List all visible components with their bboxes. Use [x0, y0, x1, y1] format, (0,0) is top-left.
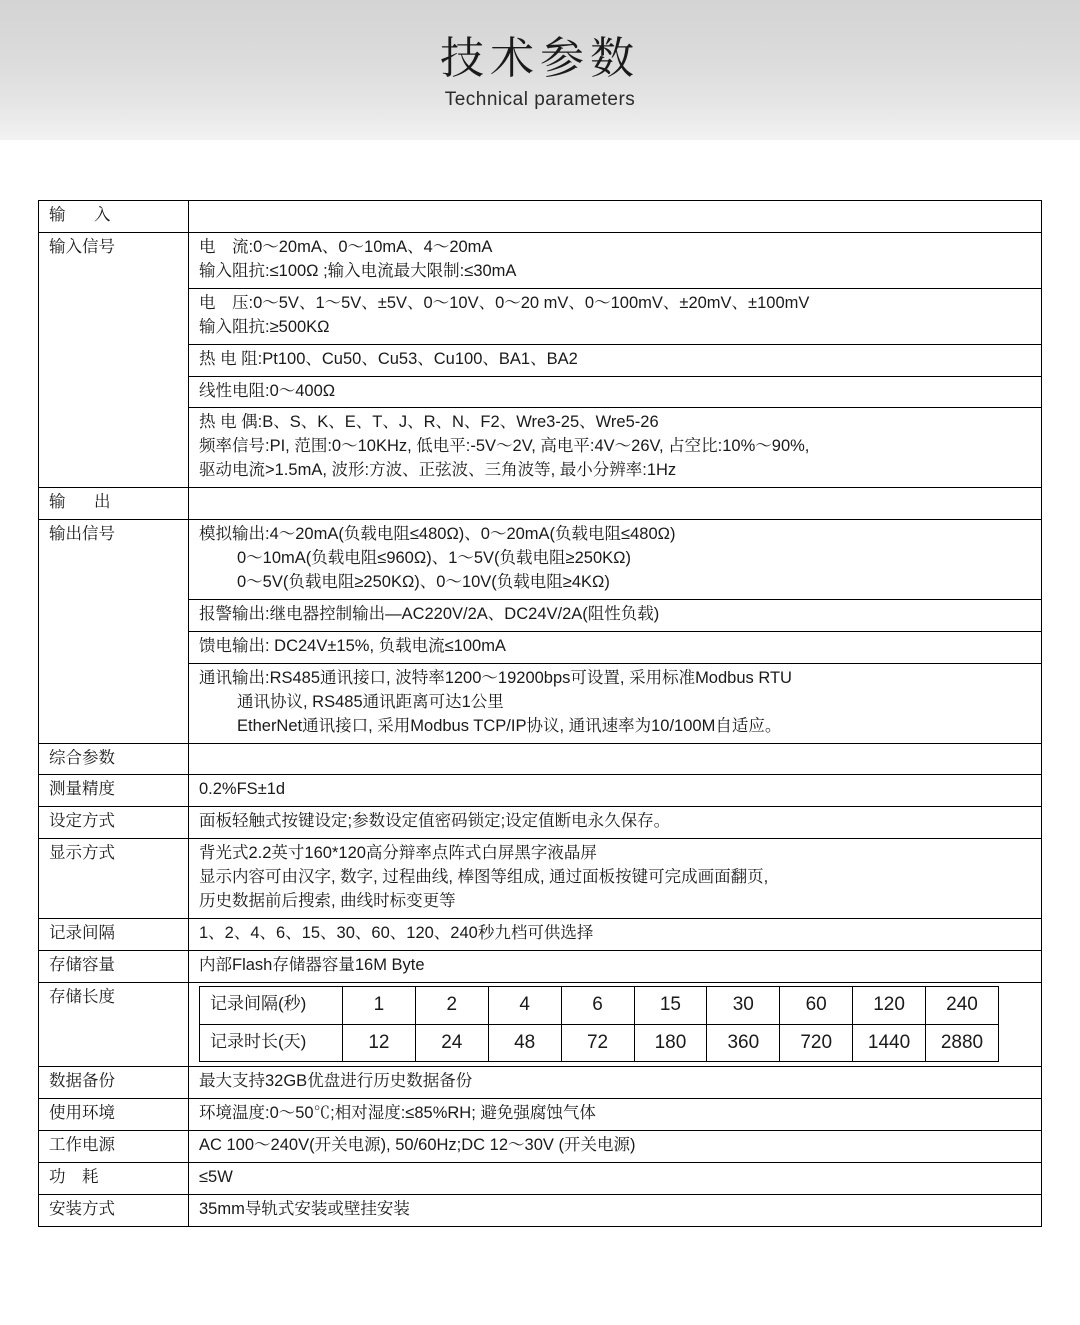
section-input-header-blank	[189, 201, 1042, 233]
row-label-consumption: 功 耗	[39, 1163, 189, 1195]
table-row	[39, 520, 1042, 600]
table-row	[39, 288, 1042, 344]
page-subtitle: Technical parameters	[444, 89, 636, 111]
row-label-accuracy: 测量精度	[39, 775, 189, 807]
table-row	[39, 631, 1042, 663]
text-input-current-impedance: 输入阻抗:≤100Ω ;输入电流最大限制:≤30mA	[199, 261, 517, 280]
text-input-linear-resistance: 线性电阻:0～400Ω	[199, 381, 336, 400]
row-value-consumption: ≤5W	[189, 1163, 1042, 1195]
table-row	[39, 950, 1042, 982]
storage-interval-cell: 30	[707, 986, 780, 1024]
cell-output-alarm	[189, 599, 1042, 631]
cell-output-feed	[189, 631, 1042, 663]
text-display-3: 历史数据前后搜索, 曲线时标变更等	[199, 892, 456, 911]
row-label-power: 工作电源	[39, 1131, 189, 1163]
storage-duration-cell: 1440	[853, 1024, 926, 1062]
row-label-storage-length: 存储长度	[39, 982, 189, 1066]
table-row	[39, 201, 1042, 233]
text-display-1: 背光式2.2英寸160*120高分辩率点阵式白屏黑字液晶屏	[199, 844, 597, 863]
table-row	[39, 344, 1042, 376]
storage-interval-row	[200, 986, 999, 1024]
table-row	[39, 1099, 1042, 1131]
row-value-interval: 1、2、4、6、15、30、60、120、240秒九档可供选择	[189, 919, 1042, 951]
storage-interval-cell: 4	[488, 986, 561, 1024]
text-input-voltage: 电 压:0～5V、1～5V、±5V、0～10V、0～20 mV、0～100mV、±20mV、±100mV	[199, 293, 810, 312]
text-input-thermocouple: 热 电 偶:B、S、K、E、T、J、R、N、F2、Wre3-25、Wre5-26	[199, 413, 659, 432]
table-row	[39, 775, 1042, 807]
row-label-output-signal: 输出信号	[39, 520, 189, 743]
spec-sheet	[38, 200, 1042, 1227]
table-row	[39, 919, 1042, 951]
page-title: 技术参数	[440, 33, 640, 83]
table-row	[39, 663, 1042, 743]
table-row	[39, 1163, 1042, 1195]
table-row	[39, 599, 1042, 631]
table-row	[39, 1131, 1042, 1163]
text-output-analog-1: 模拟输出:4～20mA(负载电阻≤480Ω)、0～20mA(负载电阻≤480Ω)	[199, 525, 676, 544]
section-general-header: 综合参数	[39, 743, 189, 775]
table-row	[39, 982, 1042, 1066]
text-display-2: 显示内容可由汉字, 数字, 过程曲线, 棒图等组成, 通过面板按键可完成画面翻页,	[199, 868, 769, 887]
text-output-feed: 馈电输出: DC24V±15%, 负载电流≤100mA	[199, 636, 506, 655]
storage-duration-cell: 360	[707, 1024, 780, 1062]
text-input-frequency-2: 驱动电流>1.5mA, 波形:方波、正弦波、三角波等, 最小分辨率:1Hz	[199, 461, 677, 480]
storage-length-table	[199, 986, 999, 1062]
storage-duration-cell: 72	[561, 1024, 634, 1062]
table-row	[39, 807, 1042, 839]
row-label-capacity: 存储容量	[39, 950, 189, 982]
table-row	[39, 1194, 1042, 1226]
table-row	[39, 376, 1042, 408]
row-value-backup: 最大支持32GB优盘进行历史数据备份	[189, 1067, 1042, 1099]
storage-interval-cell: 60	[780, 986, 853, 1024]
storage-interval-header: 记录间隔(秒)	[200, 986, 343, 1024]
text-output-comm-1: 通讯输出:RS485通讯接口, 波特率1200～19200bps可设置, 采用标准Modbus RTU	[199, 668, 792, 687]
cell-output-analog	[189, 520, 1042, 600]
storage-interval-cell: 240	[926, 986, 999, 1024]
row-value-storage-length	[189, 982, 1042, 1066]
specification-table	[38, 200, 1042, 1227]
storage-duration-cell: 12	[343, 1024, 416, 1062]
storage-interval-cell: 15	[634, 986, 707, 1024]
cell-input-voltage	[189, 288, 1042, 344]
storage-duration-header: 记录时长(天)	[200, 1024, 343, 1062]
storage-interval-cell: 2	[415, 986, 488, 1024]
cell-input-current	[189, 232, 1042, 288]
table-row	[39, 408, 1042, 488]
row-label-backup: 数据备份	[39, 1067, 189, 1099]
row-value-environment: 环境温度:0～50℃;相对湿度:≤85%RH; 避免强腐蚀气体	[189, 1099, 1042, 1131]
table-row	[39, 839, 1042, 919]
section-general-header-blank	[189, 743, 1042, 775]
text-output-comm-3: EtherNet通讯接口, 采用Modbus TCP/IP协议, 通讯速率为10/100M自适应。	[237, 716, 782, 735]
storage-duration-cell: 2880	[926, 1024, 999, 1062]
row-value-capacity: 内部Flash存储器容量16M Byte	[189, 950, 1042, 982]
row-label-setting: 设定方式	[39, 807, 189, 839]
text-input-current: 电 流:0～20mA、0～10mA、4～20mA	[199, 237, 493, 256]
section-output-header-blank	[189, 488, 1042, 520]
row-value-setting: 面板轻触式按键设定;参数设定值密码锁定;设定值断电永久保存。	[189, 807, 1042, 839]
text-output-analog-3: 0～5V(负载电阻≥250KΩ)、0～10V(负载电阻≥4KΩ)	[237, 572, 610, 591]
storage-duration-cell: 48	[488, 1024, 561, 1062]
row-value-power: AC 100～240V(开关电源), 50/60Hz;DC 12～30V (开关电源)	[189, 1131, 1042, 1163]
storage-duration-cell: 720	[780, 1024, 853, 1062]
row-label-input-signal: 输入信号	[39, 232, 189, 487]
storage-duration-cell: 24	[415, 1024, 488, 1062]
text-input-rtd: 热 电 阻:Pt100、Cu50、Cu53、Cu100、BA1、BA2	[199, 349, 578, 368]
section-output-header: 输 出	[39, 488, 189, 520]
table-row	[39, 488, 1042, 520]
page-header	[0, 0, 1080, 140]
storage-interval-cell: 1	[343, 986, 416, 1024]
row-value-accuracy: 0.2%FS±1d	[189, 775, 1042, 807]
text-input-voltage-impedance: 输入阻抗:≥500KΩ	[199, 317, 330, 336]
row-label-mount: 安装方式	[39, 1194, 189, 1226]
storage-interval-cell: 6	[561, 986, 634, 1024]
table-row	[39, 743, 1042, 775]
text-input-frequency-1: 频率信号:PI, 范围:0～10KHz, 低电平:-5V～2V, 高电平:4V～26V, 占空比:10%～90%,	[199, 437, 810, 456]
section-input-header: 输 入	[39, 201, 189, 233]
row-value-display	[189, 839, 1042, 919]
storage-duration-cell: 180	[634, 1024, 707, 1062]
cell-input-rtd	[189, 344, 1042, 376]
row-value-mount: 35mm导轨式安装或壁挂安装	[189, 1194, 1042, 1226]
storage-duration-row	[200, 1024, 999, 1062]
cell-input-linear-resistance	[189, 376, 1042, 408]
table-row	[39, 1067, 1042, 1099]
row-label-display: 显示方式	[39, 839, 189, 919]
text-output-analog-2: 0～10mA(负载电阻≤960Ω)、1～5V(负载电阻≥250KΩ)	[237, 549, 631, 568]
row-label-interval: 记录间隔	[39, 919, 189, 951]
cell-input-thermocouple-frequency	[189, 408, 1042, 488]
text-output-comm-2: 通讯协议, RS485通讯距离可达1公里	[237, 692, 504, 711]
text-output-alarm: 报警输出:继电器控制输出—AC220V/2A、DC24V/2A(阻性负载)	[199, 604, 660, 623]
table-row	[39, 232, 1042, 288]
row-label-environment: 使用环境	[39, 1099, 189, 1131]
storage-interval-cell: 120	[853, 986, 926, 1024]
cell-output-communication	[189, 663, 1042, 743]
